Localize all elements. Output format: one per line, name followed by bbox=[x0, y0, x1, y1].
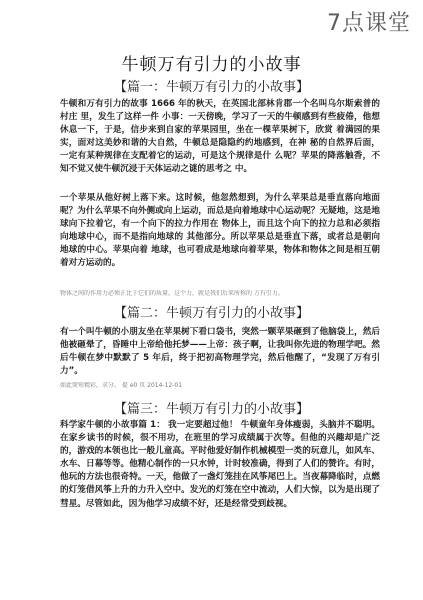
section-heading-1: 【篇一：牛顿万有引力的小故事】 bbox=[113, 80, 309, 95]
section-1-paragraph-2: 一个苹果从他好树上落下来。这时候，他忽然想到，为什么苹果总是垂直落向地面呢？为什么苹果不向外侧或向上运动，而总是向着地球中心运动呢？无疑地，这是地球向下拉着它，有一个向下的拉力作用在 物体上，而且这个向下的拉力总和必须指向地球中心，而不是指向地球的 其他部分。所以苹果总是垂直下落，或者总是朝向地球的中心。苹果向着 地球，也可看成是地球向着苹果，物体和物体之间是相互朝着对方运动的。 bbox=[60, 193, 380, 269]
section-2-paragraph: 有一个叫牛顿的小朋友坐在苹果树下看口袋书，突然一颗苹果砸到了他脑袋上，然后他被砸晕了，昏睡中上帝给他托梦——上帝：孩子啊，让我叫你先进的物理学吧。然后牛顿在梦中默默了 5 年后，终于把初高物理学完，然后他醒了，“发现了万有引力”。 bbox=[60, 327, 380, 377]
section-3-paragraph: 科学家牛顿的小故事篇 1： 我一定要超过他！ 牛顿童年身体瘦弱，头脑并不聪明。在家乡读书的时候，很不用功，在班里的学习成绩属于次等。但他的兴趣却是广泛的，游戏的本领也比一般儿童高。平时他爱好制作机械模型一类的玩意儿，如风车、水车、日幕等等。他精心制作的一只水钟，计时较准确，得到了人们的赞许。有时，他玩的方法也很奇特。一天，他做了一盏灯笼挂在风筝尾巴上。当夜幕降临时，点燃的灯笼借风筝上升的力升入空中。发光的灯笼在空中流动，人们大惊，以为是出现了彗星。尽管如此，因为他学习成绩不好，还是经常受到歧视。 bbox=[60, 420, 380, 509]
watermark-logo: 7点课堂 bbox=[327, 11, 411, 36]
section-1-paragraph-1: 牛顿和万有引力的故事 1666 年的秋天，在英国北部林肯郡一个名叫乌尔斯索普的村庄 里，发生了这样一件 小事：一天傍晚，学习了一天的牛顿感到有些疲倦，他想休息一下，于是，信步来到自家的苹果园里，坐在一棵苹果树下，欣赏 着满园的果实，面对这美妙和谐的大自然，牛顿总是隐隐约约地感到，在神 秘的自然界后面，一定有某种规律在支配着它的运动，可是这个规律是什 么呢？苹果的降落触香，不知不觉又使牛顿沉浸于天体运动之谜的思考之 中。 bbox=[60, 99, 380, 175]
section-2-caption: 如此简短精彩，求分。 提 e0 页 2014-12-01 bbox=[60, 382, 183, 389]
section-heading-3: 【篇三：牛顿万有引力的小故事】 bbox=[113, 402, 309, 417]
section-1-caption: 物体之间的作用力必须正比于它们的质量，这个力，就是我们后来所称的 万有引力。 bbox=[60, 290, 284, 297]
page-title: 牛顿万有引力的小故事 bbox=[121, 55, 302, 75]
section-heading-2: 【篇二：牛顿万有引力的小故事】 bbox=[113, 306, 309, 321]
